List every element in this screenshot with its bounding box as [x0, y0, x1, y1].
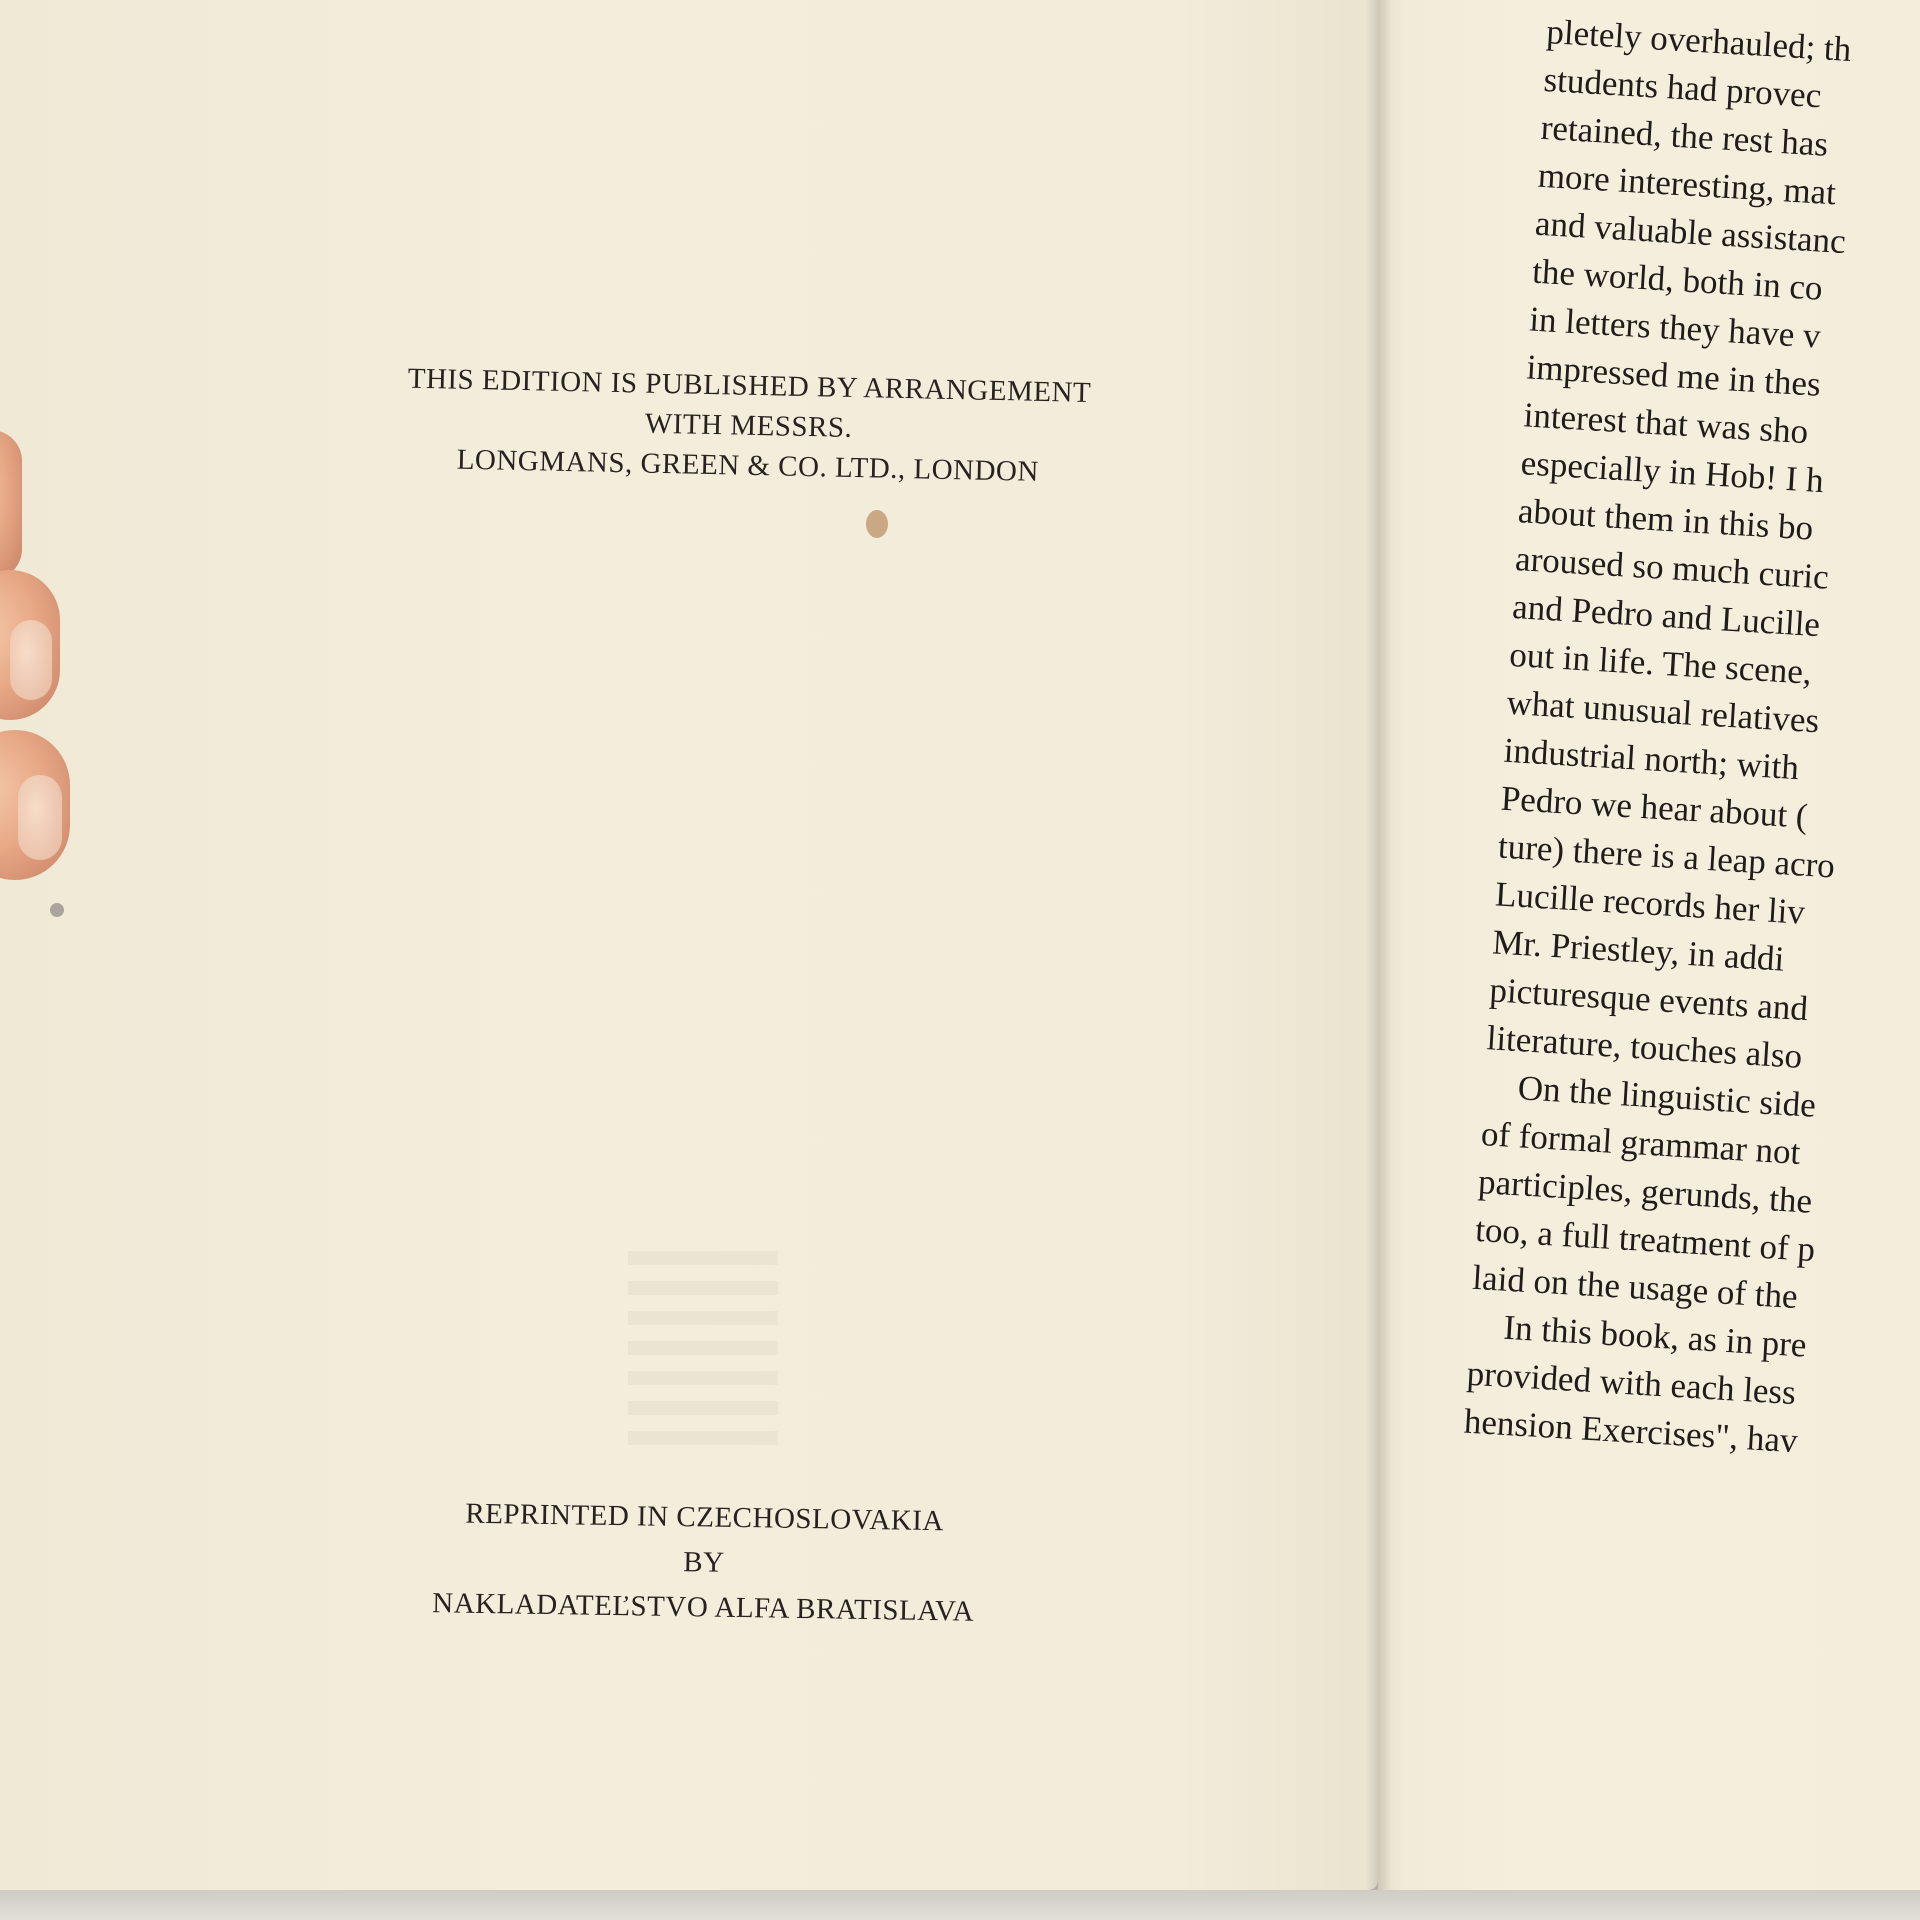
show-through-emblem — [628, 1235, 778, 1445]
text-line: In this book, as in pre — [1502, 1307, 1808, 1365]
book-gutter — [1366, 0, 1392, 1920]
text-line: interest that was sho — [1522, 395, 1810, 452]
text-line: Pedro we hear about ( — [1499, 778, 1809, 836]
fingernail — [10, 620, 52, 700]
page-stain — [866, 510, 888, 538]
fingernail — [18, 775, 62, 860]
text-line: what unusual relatives — [1505, 682, 1821, 741]
text-line: impressed me in thes — [1525, 347, 1822, 404]
imprint-line: LONGMANS, GREEN & CO. LTD., LONDON — [456, 443, 1040, 488]
text-line: literature, touches also — [1485, 1018, 1804, 1076]
text-line: retained, the rest has — [1539, 107, 1830, 164]
text-line: Lucille records her liv — [1494, 874, 1806, 932]
text-line: Mr. Priestley, in addi — [1491, 922, 1786, 979]
text-line: On the linguistic side — [1516, 1068, 1818, 1125]
text-line: especially in Hob! I h — [1519, 443, 1825, 501]
text-line: and Pedro and Lucille — [1511, 586, 1822, 645]
text-line: more interesting, mat — [1536, 155, 1838, 213]
text-line: provided with each less — [1465, 1353, 1797, 1413]
imprint-line: NAKLADATEĽSTVO ALFA BRATISLAVA — [432, 1587, 975, 1628]
printer-note — [358, 1490, 1050, 1636]
text-line: about them in this bo — [1516, 491, 1815, 548]
text-line: hension Exercises", hav — [1462, 1401, 1799, 1461]
finger — [0, 430, 22, 580]
imprint-line: THIS EDITION IS PUBLISHED BY ARRANGEMENT — [407, 362, 1092, 409]
table-surface — [0, 1890, 1920, 1920]
imprint-line: REPRINTED IN CZECHOSLOVAKIA — [465, 1497, 945, 1538]
text-line: participles, gerunds, the — [1477, 1161, 1814, 1221]
text-line: out in life. The scene, — [1508, 634, 1813, 692]
text-line: laid on the usage of the — [1471, 1257, 1799, 1317]
text-line: pletely overhauled; th — [1545, 11, 1853, 70]
text-line: picturesque events and — [1488, 970, 1810, 1029]
imprint-line: BY — [683, 1546, 725, 1579]
text-line: of formal grammar not — [1479, 1114, 1802, 1172]
text-line: in letters they have v — [1528, 299, 1822, 356]
publisher-arrangement-note — [327, 357, 1169, 495]
text-line: and valuable assistanc — [1534, 203, 1847, 262]
text-line: industrial north; with — [1502, 730, 1801, 788]
text-line: aroused so much curic — [1514, 539, 1830, 597]
imprint-line: WITH MESSRS. — [644, 407, 853, 444]
text-line: students had provec — [1542, 59, 1823, 116]
holding-hand — [0, 420, 80, 920]
text-line: too, a full treatment of p — [1474, 1209, 1817, 1269]
text-line: the world, both in co — [1531, 251, 1824, 308]
text-line: ture) there is a leap acro — [1497, 826, 1836, 886]
